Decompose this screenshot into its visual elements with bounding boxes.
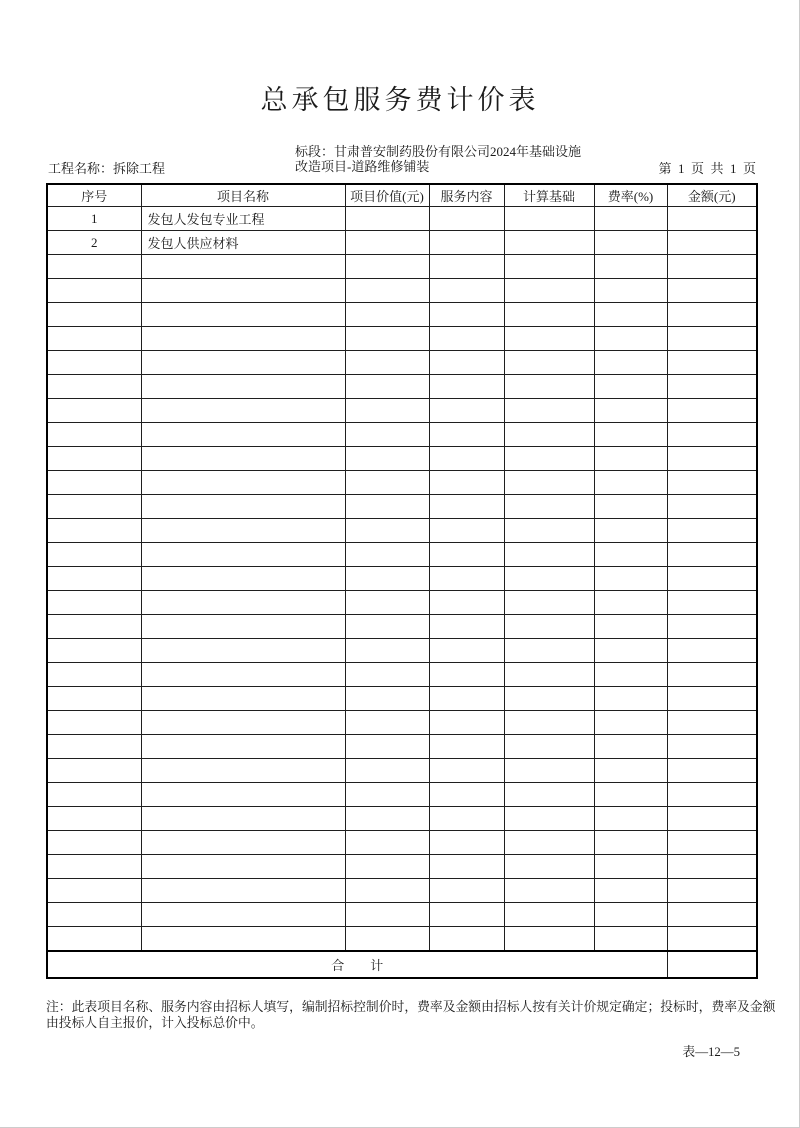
section-line2: 改造项目-道路维修铺装 [295, 159, 430, 174]
cell-rate [594, 663, 667, 687]
cell-rate [594, 831, 667, 855]
cell-no [47, 735, 141, 759]
cell-basis [504, 591, 594, 615]
cell-amount [667, 735, 757, 759]
section-line1: 标段：甘肃普安制药股份有限公司2024年基础设施 [295, 144, 582, 159]
cell-value [345, 375, 429, 399]
cell-value [345, 399, 429, 423]
cell-basis [504, 327, 594, 351]
table-row [47, 303, 757, 327]
cell-amount [667, 399, 757, 423]
cell-service [429, 327, 504, 351]
cell-value [345, 903, 429, 927]
cell-service [429, 447, 504, 471]
cell-name [141, 375, 345, 399]
cell-rate [594, 327, 667, 351]
cell-basis [504, 615, 594, 639]
cell-amount [667, 759, 757, 783]
cell-rate [594, 255, 667, 279]
project-name-label: 工程名称：拆除工程 [48, 161, 166, 176]
cell-service [429, 231, 504, 255]
cell-basis [504, 687, 594, 711]
table-row [47, 783, 757, 807]
section-label [295, 144, 581, 174]
cell-value [345, 279, 429, 303]
cell-name [141, 807, 345, 831]
cell-service [429, 615, 504, 639]
cell-no [47, 519, 141, 543]
table-row [47, 231, 757, 255]
table-row [47, 399, 757, 423]
cell-service [429, 903, 504, 927]
cell-service [429, 735, 504, 759]
cell-service [429, 663, 504, 687]
cell-service [429, 687, 504, 711]
cell-basis [504, 351, 594, 375]
cell-name [141, 927, 345, 952]
cell-service [429, 495, 504, 519]
cell-no [47, 543, 141, 567]
cell-basis [504, 423, 594, 447]
cell-no [47, 639, 141, 663]
cell-basis [504, 903, 594, 927]
cell-service [429, 927, 504, 952]
cell-basis [504, 735, 594, 759]
cell-basis [504, 303, 594, 327]
cell-value [345, 303, 429, 327]
table-row [47, 831, 757, 855]
cell-amount [667, 375, 757, 399]
total-label: 合 计 [47, 951, 667, 978]
cell-rate [594, 375, 667, 399]
footnote-line2: 由投标人自主报价，计入投标总价中。 [46, 1016, 264, 1030]
cell-value [345, 879, 429, 903]
cell-service [429, 423, 504, 447]
table-row [47, 687, 757, 711]
cell-amount [667, 831, 757, 855]
cell-name [141, 255, 345, 279]
cell-amount [667, 591, 757, 615]
total-amount-cell [667, 951, 757, 978]
cell-service [429, 639, 504, 663]
cell-name [141, 879, 345, 903]
footnote-line1: 注：此表项目名称、服务内容由招标人填写，编制招标控制价时，费率及金额由招标人按有关计价规定确定；投标时，费率及金额 [46, 1000, 776, 1014]
cell-no [47, 807, 141, 831]
page-indicator: 第 1 页 共 1 页 [658, 161, 756, 176]
cell-service [429, 567, 504, 591]
table-row [47, 807, 757, 831]
cell-amount [667, 327, 757, 351]
cell-service [429, 855, 504, 879]
cell-amount [667, 207, 757, 231]
cell-service [429, 807, 504, 831]
table-row [47, 471, 757, 495]
cell-rate [594, 927, 667, 952]
cell-rate [594, 447, 667, 471]
cell-name [141, 687, 345, 711]
cell-value [345, 207, 429, 231]
column-header-no: 序号 [47, 184, 141, 207]
cell-rate [594, 567, 667, 591]
table-row [47, 255, 757, 279]
cell-amount [667, 303, 757, 327]
table-header-row [47, 184, 757, 207]
cell-basis [504, 927, 594, 952]
fee-pricing-table [46, 183, 758, 979]
cell-amount [667, 711, 757, 735]
cell-amount [667, 879, 757, 903]
cell-value [345, 735, 429, 759]
cell-amount [667, 255, 757, 279]
column-header-rate: 费率(%) [594, 184, 667, 207]
cell-no [47, 351, 141, 375]
cell-name [141, 327, 345, 351]
cell-rate [594, 639, 667, 663]
footnote [46, 999, 776, 1031]
table-row [47, 327, 757, 351]
cell-no [47, 327, 141, 351]
cell-rate [594, 879, 667, 903]
cell-name [141, 399, 345, 423]
cell-value [345, 711, 429, 735]
cell-value [345, 831, 429, 855]
cell-name [141, 591, 345, 615]
cell-name [141, 495, 345, 519]
cell-amount [667, 663, 757, 687]
cell-basis [504, 447, 594, 471]
cell-basis [504, 663, 594, 687]
cell-value [345, 807, 429, 831]
cell-amount [667, 351, 757, 375]
cell-value [345, 687, 429, 711]
cell-amount [667, 783, 757, 807]
cell-basis [504, 543, 594, 567]
cell-basis [504, 471, 594, 495]
cell-rate [594, 351, 667, 375]
table-row [47, 351, 757, 375]
cell-basis [504, 783, 594, 807]
cell-basis [504, 231, 594, 255]
column-header-name: 项目名称 [141, 184, 345, 207]
cell-service [429, 519, 504, 543]
cell-basis [504, 375, 594, 399]
cell-amount [667, 903, 757, 927]
cell-no: 2 [47, 231, 141, 255]
cell-basis [504, 567, 594, 591]
cell-value [345, 231, 429, 255]
table-row [47, 495, 757, 519]
cell-no [47, 879, 141, 903]
cell-name: 发包人供应材料 [141, 231, 345, 255]
cell-rate [594, 783, 667, 807]
table-row [47, 903, 757, 927]
cell-no [47, 423, 141, 447]
cell-amount [667, 615, 757, 639]
cell-rate [594, 399, 667, 423]
cell-basis [504, 879, 594, 903]
cell-basis [504, 639, 594, 663]
cell-value [345, 495, 429, 519]
cell-name [141, 735, 345, 759]
cell-value [345, 615, 429, 639]
cell-no [47, 783, 141, 807]
cell-name [141, 831, 345, 855]
cell-no [47, 711, 141, 735]
cell-value [345, 855, 429, 879]
cell-basis [504, 207, 594, 231]
page-title: 总承包服务费计价表 [260, 85, 540, 115]
cell-basis [504, 495, 594, 519]
table-row [47, 927, 757, 952]
cell-rate [594, 711, 667, 735]
cell-rate [594, 423, 667, 447]
cell-service [429, 831, 504, 855]
cell-name [141, 759, 345, 783]
cell-amount [667, 519, 757, 543]
cell-value [345, 471, 429, 495]
cell-no [47, 375, 141, 399]
cell-name [141, 783, 345, 807]
cell-basis [504, 279, 594, 303]
table-row [47, 759, 757, 783]
cell-service [429, 711, 504, 735]
cell-rate [594, 735, 667, 759]
cell-name [141, 543, 345, 567]
cell-value [345, 447, 429, 471]
cell-amount [667, 231, 757, 255]
table-row [47, 663, 757, 687]
cell-value [345, 423, 429, 447]
cell-name [141, 855, 345, 879]
cell-no: 1 [47, 207, 141, 231]
cell-no [47, 279, 141, 303]
cell-basis [504, 855, 594, 879]
cell-service [429, 351, 504, 375]
cell-name [141, 423, 345, 447]
cell-value [345, 519, 429, 543]
cell-no [47, 759, 141, 783]
cell-basis [504, 807, 594, 831]
table-row [47, 735, 757, 759]
cell-no [47, 303, 141, 327]
cell-rate [594, 495, 667, 519]
cell-name [141, 471, 345, 495]
cell-amount [667, 279, 757, 303]
table-row [47, 567, 757, 591]
table-row [47, 447, 757, 471]
table-row [47, 591, 757, 615]
cell-value [345, 759, 429, 783]
table-row [47, 639, 757, 663]
cell-value [345, 567, 429, 591]
table-row [47, 615, 757, 639]
cell-amount [667, 447, 757, 471]
total-row [47, 951, 757, 978]
form-code: 表—12—5 [682, 1045, 740, 1059]
cell-name [141, 303, 345, 327]
cell-basis [504, 519, 594, 543]
cell-rate [594, 615, 667, 639]
cell-value [345, 927, 429, 952]
table-row [47, 855, 757, 879]
table-row [47, 543, 757, 567]
cell-value [345, 639, 429, 663]
cell-name [141, 447, 345, 471]
cell-rate [594, 519, 667, 543]
column-header-service: 服务内容 [429, 184, 504, 207]
table-row [47, 207, 757, 231]
cell-amount [667, 543, 757, 567]
cell-service [429, 399, 504, 423]
cell-name [141, 351, 345, 375]
cell-rate [594, 591, 667, 615]
cell-no [47, 255, 141, 279]
cell-name: 发包人发包专业工程 [141, 207, 345, 231]
table-row [47, 279, 757, 303]
cell-rate [594, 279, 667, 303]
cell-rate [594, 855, 667, 879]
cell-service [429, 543, 504, 567]
cell-name [141, 615, 345, 639]
cell-no [47, 663, 141, 687]
cell-basis [504, 399, 594, 423]
cell-amount [667, 423, 757, 447]
cell-rate [594, 759, 667, 783]
cell-no [47, 903, 141, 927]
cell-basis [504, 759, 594, 783]
cell-rate [594, 207, 667, 231]
cell-service [429, 375, 504, 399]
cell-rate [594, 687, 667, 711]
cell-basis [504, 711, 594, 735]
cell-name [141, 903, 345, 927]
cell-name [141, 567, 345, 591]
column-header-value: 项目价值(元) [345, 184, 429, 207]
table-row [47, 519, 757, 543]
cell-service [429, 759, 504, 783]
cell-name [141, 519, 345, 543]
cell-basis [504, 831, 594, 855]
cell-service [429, 471, 504, 495]
table-row [47, 423, 757, 447]
cell-no [47, 615, 141, 639]
cell-no [47, 687, 141, 711]
cell-name [141, 711, 345, 735]
cell-rate [594, 903, 667, 927]
cell-amount [667, 471, 757, 495]
cell-no [47, 927, 141, 952]
cell-no [47, 399, 141, 423]
cell-no [47, 567, 141, 591]
cell-service [429, 279, 504, 303]
cell-service [429, 879, 504, 903]
cell-amount [667, 639, 757, 663]
column-header-basis: 计算基础 [504, 184, 594, 207]
cell-value [345, 255, 429, 279]
cell-rate [594, 543, 667, 567]
cell-amount [667, 927, 757, 952]
cell-amount [667, 855, 757, 879]
column-header-amount: 金额(元) [667, 184, 757, 207]
cell-name [141, 663, 345, 687]
cell-service [429, 591, 504, 615]
cell-service [429, 783, 504, 807]
cell-service [429, 303, 504, 327]
cell-rate [594, 231, 667, 255]
cell-rate [594, 303, 667, 327]
cell-value [345, 327, 429, 351]
cell-amount [667, 495, 757, 519]
cell-rate [594, 807, 667, 831]
cell-rate [594, 471, 667, 495]
table-row [47, 375, 757, 399]
cell-no [47, 471, 141, 495]
cell-value [345, 783, 429, 807]
cell-name [141, 279, 345, 303]
cell-no [47, 447, 141, 471]
cell-no [47, 855, 141, 879]
cell-name [141, 639, 345, 663]
cell-amount [667, 807, 757, 831]
cell-value [345, 663, 429, 687]
cell-value [345, 543, 429, 567]
cell-amount [667, 567, 757, 591]
cell-basis [504, 255, 594, 279]
table-row [47, 879, 757, 903]
cell-no [47, 591, 141, 615]
document-meta [46, 143, 756, 181]
cell-no [47, 831, 141, 855]
table-row [47, 711, 757, 735]
cell-no [47, 495, 141, 519]
cell-service [429, 207, 504, 231]
cell-amount [667, 687, 757, 711]
cell-service [429, 255, 504, 279]
cell-value [345, 591, 429, 615]
cell-value [345, 351, 429, 375]
